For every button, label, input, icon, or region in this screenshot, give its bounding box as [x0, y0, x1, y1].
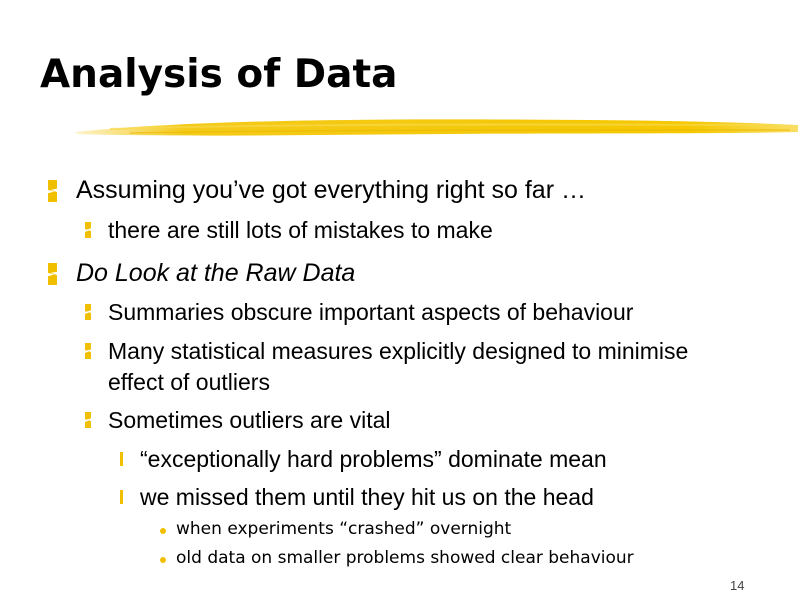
- bullet-level3-hard-problems: “exceptionally hard problems” dominate mean: [140, 446, 607, 472]
- bullet-level1-assuming: Assuming you’ve got everything right so far …: [76, 176, 586, 204]
- bullet-marker-level1: [48, 263, 57, 285]
- bullet-marker-level4: [160, 528, 166, 534]
- bullet-marker-level3: [120, 490, 123, 504]
- bullet-marker-level2: [85, 412, 91, 428]
- bullet-level4-crashed: when experiments “crashed” overnight: [176, 519, 512, 539]
- bullet-marker-level1: [48, 180, 57, 202]
- bullet-level2-summaries: Summaries obscure important aspects of behaviour: [108, 299, 634, 325]
- bullet-marker-level4: [160, 557, 166, 563]
- slide-title: Analysis of Data: [40, 52, 398, 97]
- bullet-level2-outliers-vital: Sometimes outliers are vital: [108, 407, 391, 433]
- bullet-marker-level3: [120, 452, 123, 466]
- bullet-level3-missed-them: we missed them until they hit us on the head: [140, 484, 594, 510]
- bullet-level1-raw-data: Do Look at the Raw Data: [76, 259, 356, 287]
- bullet-marker-level2: [85, 304, 91, 320]
- brush-stroke-divider: [70, 112, 800, 142]
- bullet-marker-level2: [85, 222, 91, 238]
- bullet-level2-statistical-measures-cont: effect of outliers: [108, 369, 270, 395]
- bullet-marker-level2: [85, 343, 91, 359]
- bullet-level2-statistical-measures: Many statistical measures explicitly designed to minimise: [108, 338, 689, 364]
- bullet-level2-mistakes: there are still lots of mistakes to make: [108, 217, 493, 243]
- bullet-level4-old-data: old data on smaller problems showed clear behaviour: [176, 548, 634, 568]
- page-number: 14: [730, 578, 745, 593]
